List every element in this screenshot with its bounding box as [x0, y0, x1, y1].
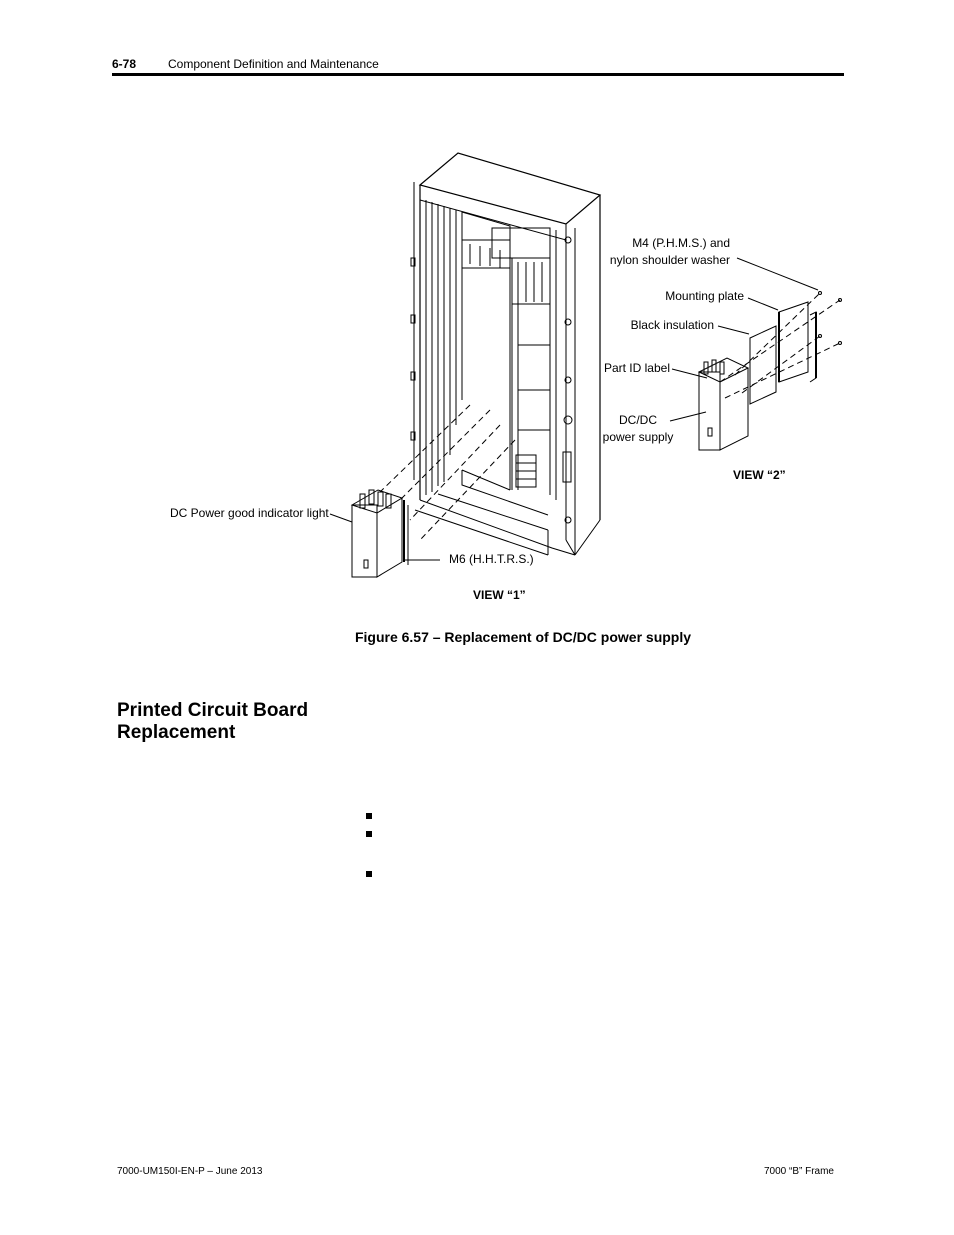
- chapter-title: Component Definition and Maintenance: [168, 57, 379, 71]
- bullet-marker: [366, 813, 372, 819]
- section-heading-line1: Printed Circuit Board: [117, 700, 309, 721]
- label-view1: VIEW “1”: [473, 588, 526, 602]
- section-heading-line2: Replacement: [117, 722, 236, 743]
- dcdc-unit-view1: [352, 490, 408, 577]
- label-mounting-plate: Mounting plate: [665, 289, 744, 303]
- label-part-id: Part ID label: [603, 361, 670, 375]
- label-dcdc-line1: DC/DC: [619, 413, 657, 427]
- label-dcdc-line2: power supply: [602, 430, 674, 444]
- label-m4-line2: nylon shoulder washer: [609, 253, 730, 267]
- section-heading: [117, 700, 308, 744]
- cabinet-drawing: [380, 153, 600, 555]
- footer-frame: 7000 “B” Frame: [763, 1166, 834, 1177]
- figure-caption: Figure 6.57 – Replacement of DC/DC power supply: [354, 629, 692, 645]
- footer-doc-id: 7000-UM150I-EN-P – June 2013: [117, 1166, 263, 1177]
- page-number: 6-78: [112, 57, 137, 71]
- label-dcdc-power-supply: [598, 412, 678, 446]
- label-m4-hardware: [600, 235, 730, 269]
- label-view2: VIEW “2”: [733, 468, 786, 482]
- label-dc-power-good: DC Power good indicator light: [170, 506, 329, 520]
- bullet-marker: [366, 831, 372, 837]
- label-m6-hardware: M6 (H.H.T.R.S.): [449, 552, 534, 566]
- exploded-view2-drawing: [699, 292, 842, 451]
- label-black-insulation: Black insulation: [630, 318, 714, 332]
- label-m4-line1: M4 (P.H.M.S.) and: [632, 236, 730, 250]
- bullet-marker: [366, 871, 372, 877]
